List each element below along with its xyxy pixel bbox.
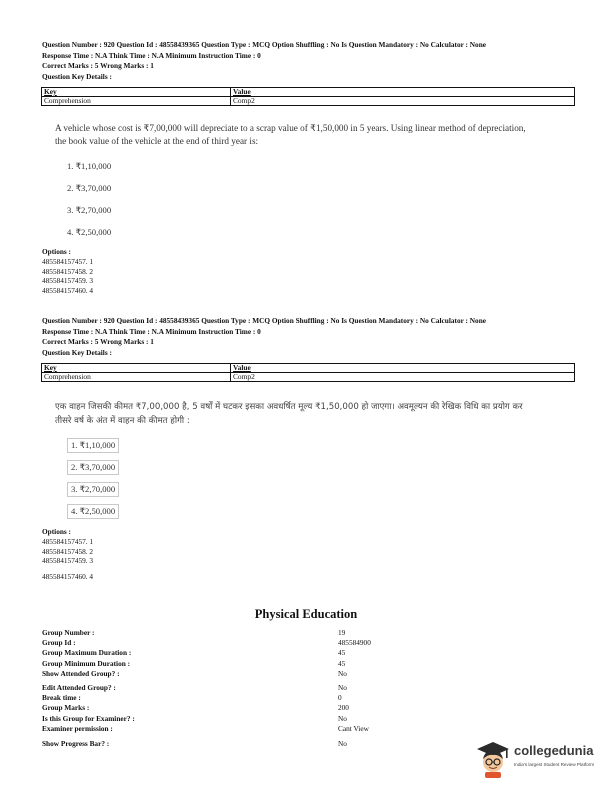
- break-time-value: 0: [338, 693, 342, 703]
- break-time-label: Break time :: [42, 693, 81, 703]
- q2-header: [42, 316, 486, 358]
- group-min-duration-value: 45: [338, 658, 346, 668]
- q2-key-table: [41, 363, 575, 382]
- group-number-value: 19: [338, 628, 346, 637]
- q2-option-3: 3. ₹2,70,000: [67, 478, 525, 500]
- q2-meta-line: Question Number : 920 Question Id : 48558439365 Question Type : MCQ Option Shuffling : No Is Question Mandatory : No Calculator : None: [42, 316, 486, 325]
- examiner-group-value: No: [338, 713, 347, 723]
- option-id: 485584157458. 2: [42, 546, 94, 556]
- q2-options-list: [42, 527, 93, 582]
- examiner-permission-label: Examiner permission :: [42, 723, 113, 733]
- group-min-duration-label: Group Minimum Duration :: [42, 658, 131, 668]
- q1-option-1: 1. ₹1,10,000: [67, 161, 112, 171]
- q1-question-image: [55, 122, 535, 243]
- edit-attended-value: No: [338, 682, 347, 692]
- collegedunia-logo: [476, 740, 606, 780]
- q2-question-image: [55, 400, 525, 522]
- brand-name: collegedunia: [514, 743, 594, 758]
- group-id-value: 485584900: [338, 638, 371, 648]
- value-header: Value: [231, 88, 575, 97]
- show-progress-value: No: [338, 738, 347, 748]
- brand-tagline: India's largest Student Review Platform: [514, 762, 595, 767]
- q2-meta-line: Question Key Details :: [42, 347, 112, 357]
- q1-key-table: [41, 87, 575, 106]
- q1-options-list: [42, 247, 93, 296]
- q2-option-2: 2. ₹3,70,000: [67, 456, 525, 478]
- q1-meta-line: Question Key Details :: [42, 71, 112, 81]
- q1-option-4: 4. ₹2,50,000: [67, 227, 112, 237]
- group-marks-label: Group Marks :: [42, 703, 90, 713]
- option-id: 485584157459. 3: [42, 556, 94, 566]
- q1-meta-line: Question Number : 920 Question Id : 48558439365 Question Type : MCQ Option Shuffling : No Is Question Mandatory : No Calculator : None: [42, 40, 486, 49]
- show-progress-label: Show Progress Bar? :: [42, 738, 110, 748]
- option-id: 485584157458. 2: [42, 266, 94, 276]
- show-attended-value: No: [338, 668, 347, 678]
- q2-meta-line: Response Time : N.A Think Time : N.A Minimum Instruction Time : 0: [42, 326, 261, 336]
- examiner-permission-value: Cant View: [338, 723, 369, 733]
- options-label: Options :: [42, 247, 71, 256]
- option-id: 485584157457. 1: [42, 536, 94, 546]
- q2-option-1: 1. ₹1,10,000: [67, 434, 525, 456]
- option-id: 485584157460. 4: [42, 572, 94, 582]
- group-number-label: Group Number :: [42, 628, 95, 637]
- edit-attended-label: Edit Attended Group? :: [42, 682, 116, 692]
- options-label: Options :: [42, 527, 71, 536]
- q1-option-3: 3. ₹2,70,000: [67, 205, 112, 215]
- key-cell: Comprehension: [42, 97, 231, 106]
- option-id: 485584157459. 3: [42, 276, 94, 286]
- value-cell: Comp2: [231, 373, 575, 382]
- key-header: Key: [42, 88, 231, 97]
- value-header: Value: [231, 364, 575, 373]
- q1-option-2: 2. ₹3,70,000: [67, 183, 112, 193]
- q1-stem: A vehicle whose cost is ₹7,00,000 will depreciate to a scrap value of ₹1,50,000 in 5 years. Using linear method of depreciation, the book value of the vehicle at the end of third year is:: [55, 123, 526, 146]
- q2-meta-line: Correct Marks : 5 Wrong Marks : 1: [42, 337, 154, 347]
- q2-option-4: 4. ₹2,50,000: [67, 500, 525, 522]
- graduate-avatar-icon: [476, 740, 510, 778]
- section-title: Physical Education: [254, 607, 358, 621]
- key-cell: Comprehension: [42, 373, 231, 382]
- q1-meta-line: Correct Marks : 5 Wrong Marks : 1: [42, 61, 154, 71]
- group-max-duration-label: Group Maximum Duration :: [42, 648, 132, 658]
- key-header: Key: [42, 364, 231, 373]
- option-id: 485584157457. 1: [42, 256, 94, 266]
- group-marks-value: 200: [338, 703, 349, 713]
- value-cell: Comp2: [231, 97, 575, 106]
- group-max-duration-value: 45: [338, 648, 346, 658]
- option-id: 485584157460. 4: [42, 286, 94, 296]
- examiner-group-label: Is this Group for Examiner? :: [42, 713, 135, 723]
- q1-header: [42, 40, 486, 82]
- q1-meta-line: Response Time : N.A Think Time : N.A Minimum Instruction Time : 0: [42, 50, 261, 60]
- show-attended-label: Show Attended Group? :: [42, 668, 120, 678]
- group-id-label: Group Id :: [42, 638, 76, 648]
- q2-stem: एक वाहन जिसकी कीमत ₹7,00,000 है, 5 वर्षों में घटकर इसका अवधर्षित मूल्य ₹1,50,000 हो जाएगा। अवमूल्यन की रेखिक विधि का प्रयोग कर तीसरे वर्ष के अंत में वाहन की कीमत होगी :: [55, 402, 523, 426]
